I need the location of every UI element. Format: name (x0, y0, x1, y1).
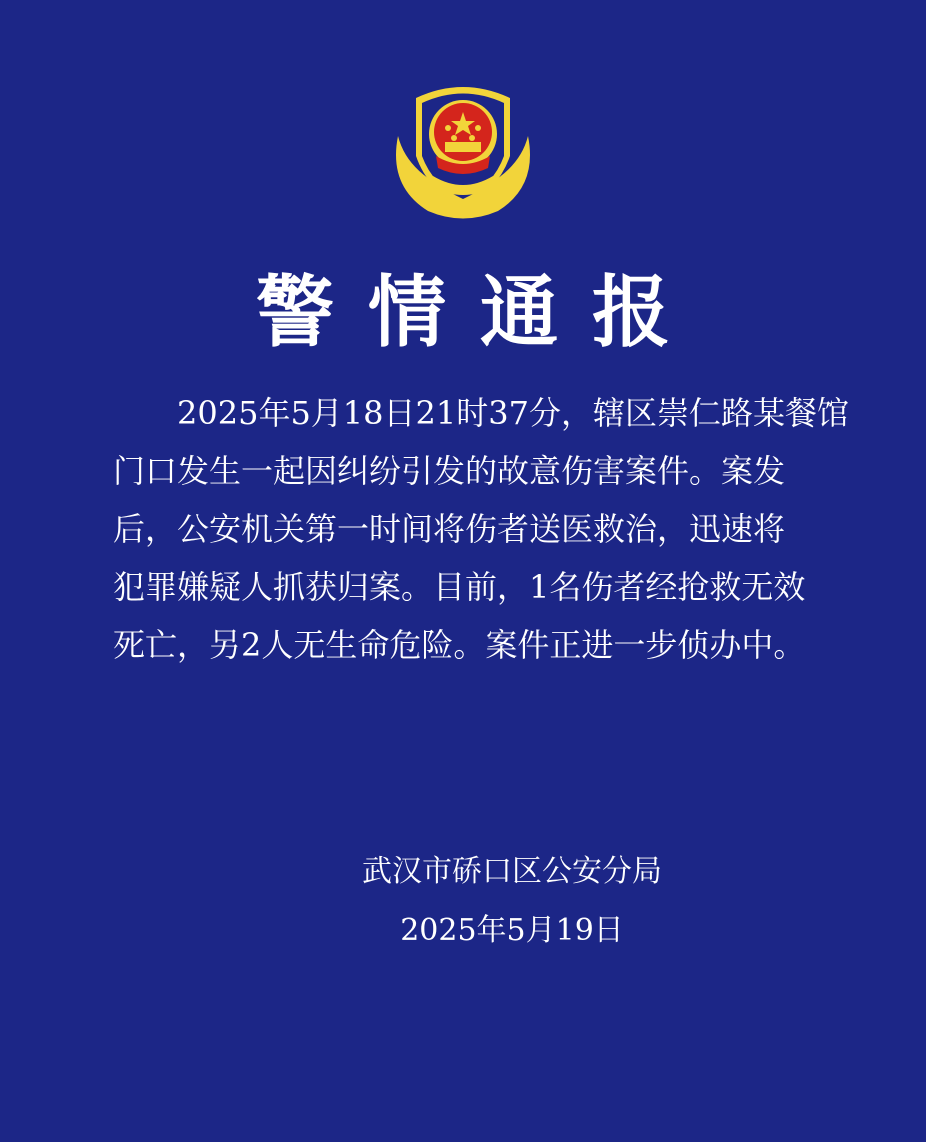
issue-date: 2025年5月19日 (400, 913, 624, 948)
body-line: 2025年5月18日21时37分，辖区崇仁路某餐馆 (177, 394, 849, 432)
body-line: 犯罪嫌疑人抓获归案。目前，1名伤者经抢救无效 (113, 568, 806, 606)
body-line: 门口发生一起因纠纷引发的故意伤害案件。案发 (113, 452, 786, 490)
page-title: 警情通报 (255, 268, 704, 358)
body-line: 后，公安机关第一时间将伤者送医救治，迅速将 (113, 510, 786, 548)
notice-body (113, 384, 849, 674)
body-line: 死亡，另2人无生命危险。案件正进一步侦办中。 (113, 626, 806, 664)
signature-block (0, 842, 926, 960)
issuer: 武汉市硚口区公安分局 (362, 854, 662, 889)
police-emblem-icon (388, 76, 538, 226)
